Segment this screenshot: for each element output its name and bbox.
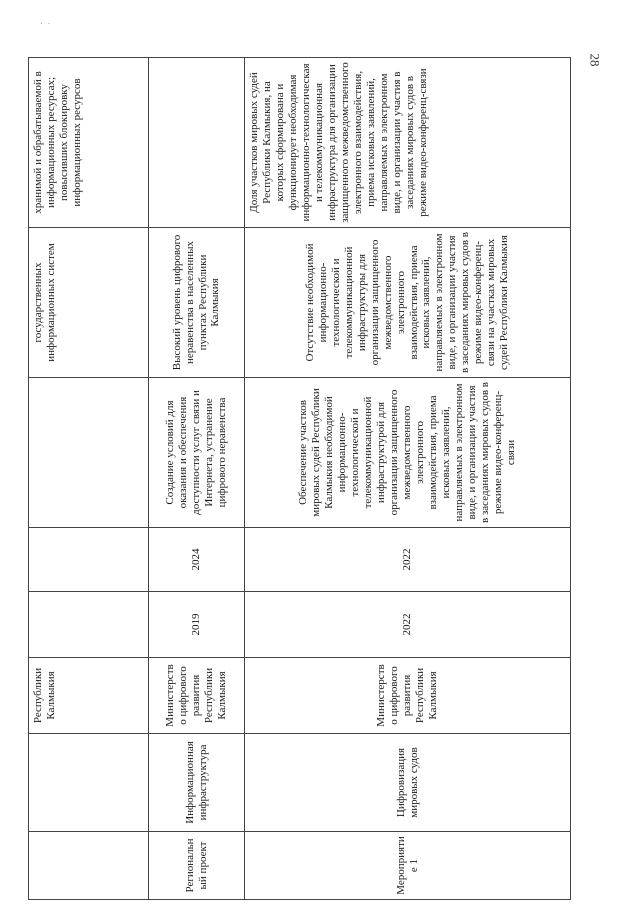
row1-col7: государственных информационных систем: [29, 228, 149, 378]
row2-col2: Информационная инфраструктура: [149, 734, 245, 832]
row1-col5: [29, 528, 149, 592]
row3-col5: 2022: [245, 528, 571, 592]
table-row: [29, 58, 149, 900]
row2-col6: Создание условий для оказания и обеспечения доступности услуг связи и Интернета, устранение цифрового неравенства: [149, 378, 245, 528]
row1-col1: [29, 832, 149, 900]
row1-col4: [29, 592, 149, 658]
row3-col3: Министерство цифрового развития Республики Калмыкия: [245, 658, 571, 734]
row2-col4: 2019: [149, 592, 245, 658]
row1-col8: хранимой и обрабатываемой в информационных ресурсах; повысивших блокировку информационных ресурсов: [29, 58, 149, 228]
row1-col2: [29, 734, 149, 832]
row3-col6: Обеспечение участков мировых судей Республики Калмыкия необходимой информационно-технологической и телекоммуникационной инфраструктурой для организации защищенного межведомственного электронного взаимодействия, приема исковых заявлений, направляемых в электронном виде, и организации участия в заседаниях мировых судов в режиме видео-конференц-связи: [245, 378, 571, 528]
row2-col3: Министерство цифрового развития Республики Калмыкия: [149, 658, 245, 734]
row3-col7: Отсутствие необходимой информационно-технологической и телекоммуникационной инфраструктуры для организации защищенного межведомственного электронного взаимодействия, приема исковых заявлений, направляемых в электронном виде, и организации участия в заседаниях мировых судов в режиме видео-конференц-связи на участках мировых судей Республики Калмыкия: [245, 228, 571, 378]
rotated-table-container: [28, 58, 570, 900]
row1-col6: [29, 378, 149, 528]
row2-col7: Высокий уровень цифрового неравенства в населенных пунктах Республики Калмыкия: [149, 228, 245, 378]
page-number: 28: [587, 53, 603, 67]
table-row: [245, 58, 571, 900]
row3-col8: Доля участков мировых судей Республики Калмыкия, на которых сформирована и функционирует необходимая информационно-технологическая и телекоммуникационная инфраструктура для организации защищенного межведомственного электронного взаимодействия, приема исковых заявлений, направляемых в электронном виде, и организации участия в заседаниях мировых судов в режиме видео-конференц-связи: [245, 58, 571, 228]
row3-col1: Мероприятие 1: [245, 832, 571, 900]
row3-col4: 2022: [245, 592, 571, 658]
row2-col1: Региональный проект: [149, 832, 245, 900]
program-table: [28, 57, 571, 900]
scan-mark: · ·: [40, 18, 52, 28]
row3-col2: Цифровизация мировых судов: [245, 734, 571, 832]
table-row: [149, 58, 245, 900]
row2-col8: [149, 58, 245, 228]
row1-col3: Республики Калмыкия: [29, 658, 149, 734]
row2-col5: 2024: [149, 528, 245, 592]
